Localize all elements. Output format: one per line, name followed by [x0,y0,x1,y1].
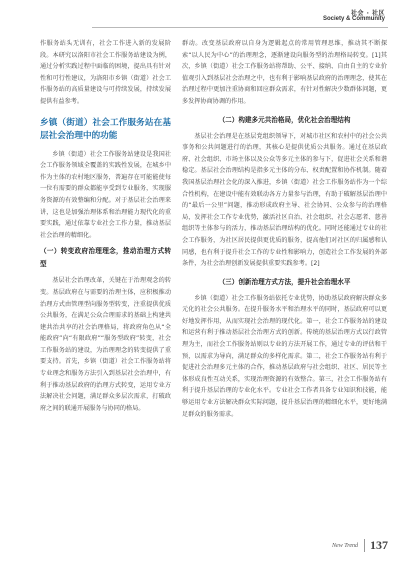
section-paragraph: 乡镇（街道）社会工作服务站建设是我国社会工作服务领域全覆盖的实践性发展，在城乡中作为主体的农村地区服务，普遍存在可能能使每一位有需要的群众都能享受到专业服务，实现服务资源的有效整编和分配。对于基层社会治理来讲，这也是加强治理体系和治理能力现代化的重要实践，通过依靠专业社会工作力量，推动基层社会治理的精细化。 [40,150,171,239]
subsection-title-3: （三）创新治理方式方法，提升社会治理水平 [218,277,351,286]
page-number: 137 [370,538,388,552]
magazine-name: New Trend [332,542,358,549]
page-footer [332,538,388,553]
subsection-paragraph-2: 基层社会治理是在基层党组织领导下，对城市社区和农村中的社会公共事务和公共问题进行的治理，其核心是提供优质公共服务。通过在基层政府、社会组织、市场主体以及公众等多元主体的参与下，促进社会关系和谐稳定。基层社会治理结构是指多元主体的分布、权责配置和协作机制。随着我国基层治理社会化的深入推进，乡镇（街道）社会工作服务站作为一个综合性机构，在建设中能有效联动各方力量参与治理，有助于破解基层治理中的“最后一公里”问题，推动形成政府主导、社会协同、公众参与的治理格局，发挥社会工作专业优势，激活社区自治、社会组织、社会志愿者、慈善组织等主体参与的活力，推动基层治理结构的优化。同时还能通过专业的社会工作服务，为社区居民提供更优质的服务，提高他们对社区的归属感和认同感，也有利于提升社会工作的专业性和影响力，创造社会工作发展的外部条件，为社会治理创新发展提供重要实践参考。[2] [182,132,387,268]
header-divider [92,27,388,28]
intro-paragraph: 作服务站头无训有，社会工作进入新的发展阶段。本研究以洛阳市社会工作服务站建设为例，通过分析实践过程中面临的困境，提出具有针对性和可行性建议，为洛阳市乡镇（街道）社会工作服务站的高质量建设与可持续发展，持续发展提供有益参考。 [40,40,171,105]
subsection-paragraph-3: 乡镇（街道）社会工作服务站依托专业优势，协助基层政府解决群众多元化的社会公共服务。在提升服务水平和治理水平的同时，基层政府可以更好地发挥作用，从而实现社会治理的现代化。第一，社会工作服务站的建设和运营有利于推动基层社会治理方式的创新。传统的基层治理方式以行政管理为主，而社会工作服务站则以专业的方法开展工作，通过专业的评估和干预，以需求为导向，满足群众的多样化需求。第二，社会工作服务站有利于促进社会治理多元主体的合作，推动基层政府与社会组织、社区、居民等主体形成良性互动关系，实现治理资源的有效整合。第三，社会工作服务站有利于提升基层治理的专业化水平。专业社会工作者具备专业知识和技能，能够运用专业方法解决群众实际问题，提升基层治理的精细化水平，更好地满足群众的服务需求。 [182,294,387,418]
left-column [40,38,171,414]
footer-divider [364,539,365,552]
section-title: 乡镇（街道）社会工作服务站在基层社会治理中的功能 [40,117,171,141]
subsection-paragraph-1: 基层社会治理改革，关键在于治理观念的转变。基层政府在与需要的治理主体，应积极推动治理方式由管理型向服务型转变，注重提供优质公共服务，在满足公众合理需求的基础上构建共建共治共享的社会治理格局，将政府角色从“全能政府”向“有限政府”“服务型政府”转变，社会工作服务站的建设，为治理理念的转变提供了重要支持。首先，乡镇（街道）社会工作服务站将专业理念和服务方法引入到基层社会治理中，有利于推动基层政府的治理方式转变，运用专业方法解决社会问题，满足群众多层次需求，打破政府之间的联通开展服务与协同的格局。 [40,277,171,412]
header-section-zh: 社会 · 社区 [351,10,385,17]
subsection-title-1: （一）转变政府治理理念，推动治理方式转型 [40,247,171,269]
continued-paragraph: 群动。改变基层政府以自身为逻辑起点的常用管理思维，推动其不断探索“以人民为中心”的治理理念，逐渐建设向服务型的治理格局转变。[1]其次，乡镇（街道）社会工作服务站将帮助、公平、接纳、自由自主的专业价值观引入到基层社会治理之中，也有利于影响基层政府的治理理念，使其在治理过程中更加注重协商和回应群众需求，有针对性解决少数群体问题，更多发挥协商协调的作用。 [182,40,387,105]
subsection-title-2: （二）构建多元共治格局，优化社会治理结构 [218,115,351,124]
right-column [182,38,387,420]
header-section-en: Society & Community [322,16,385,22]
